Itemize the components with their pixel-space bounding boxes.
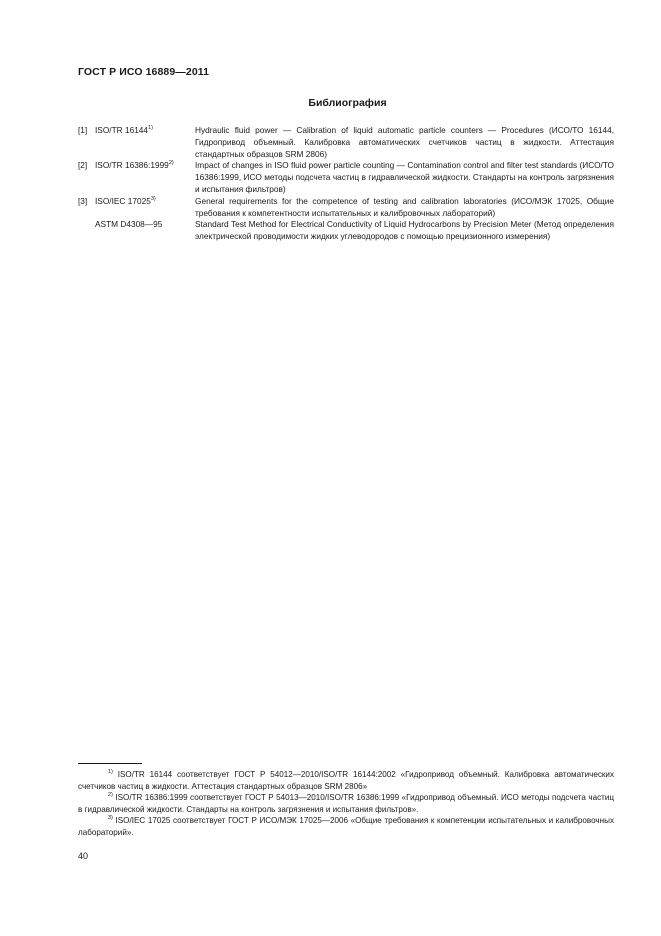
- entry-reference: [95, 125, 153, 137]
- section-title: Библиография: [308, 97, 387, 109]
- entry-reference: [95, 160, 174, 172]
- entry-reference: [95, 196, 156, 208]
- footnote: [78, 792, 614, 815]
- bibliography-entry: [78, 125, 614, 160]
- entry-number: [1]: [78, 125, 88, 135]
- entry-reference: [95, 219, 162, 231]
- entry-description: Standard Test Method for Electrical Conductivity of Liquid Hydrocarbons by Precision Meter (Метод определения электрической проводимости жидких углеводородов с помощью прецизионного измерения): [195, 219, 614, 242]
- document-header: ГОСТ Р ИСО 16889—2011: [78, 66, 210, 78]
- reference-code: ISO/TR 16386:1999: [95, 160, 169, 171]
- entry-number: [2]: [78, 160, 88, 171]
- footnotes: [78, 769, 614, 839]
- footnote-mark: 2): [168, 160, 174, 167]
- footnote-text: ISO/IEC 17025 соответствует ГОСТ Р ИСО/МЭК 17025—2006 «Общие требования к компетенции испытательных и калибровочных лабораторий».: [78, 816, 614, 837]
- bibliography-entry: [78, 219, 614, 243]
- page-number: 40: [78, 851, 89, 861]
- bibliography-list: [78, 125, 614, 243]
- footnote-text: ISO/TR 16386:1999 соответствует ГОСТ Р 54013—2010/ISO/TR 16386:1999 «Гидропривод объемный. ИСО методы подсчета частиц в гидравлической жидкости. Стандарты на контроль загрязнения и испытания фильтров».: [78, 793, 615, 814]
- bibliography-entry: [78, 160, 614, 195]
- entry-number: [3]: [78, 195, 88, 206]
- footnote-text: ISO/TR 16144 соответствует ГОСТ Р 54012—2010/ISO/TR 16144:2002 «Гидропривод объемный. Калибровка автоматических счетчиков частиц в жидкости. Аттестация стандартных образцов SRM 2806»: [78, 770, 615, 791]
- footnote-divider: [78, 763, 142, 764]
- bibliography-entry: [78, 196, 614, 220]
- footnote-mark: 1): [148, 125, 153, 131]
- reference-code: ISO/TR 16144: [95, 125, 149, 135]
- entry-description: Impact of changes in ISO fluid power particle counting — Contamination control and filter test standards (ИСО/ТО 16386:1999, ИСО методы подсчета частиц в гидравлической жидкости. Стандарты на контроль загрязнения и испытания фильтров): [195, 160, 614, 194]
- footnote-mark: 3): [150, 195, 156, 202]
- footnote-mark: 3): [108, 815, 113, 822]
- reference-code: ASTM D4308—95: [95, 219, 163, 230]
- footnote-mark: 1): [108, 769, 113, 775]
- reference-code: ISO/IEC 17025: [95, 195, 151, 206]
- footnote: [78, 815, 614, 838]
- footnote-mark: 2): [108, 792, 113, 799]
- footnote: [78, 769, 614, 792]
- entry-description: Hydraulic fluid power — Calibration of liquid automatic particle counters — Procedures (ИСО/ТО 16144, Гидропривод объемный. Калибровка автоматических счетчиков частиц в жидкости. Аттестация стандартных образцов SRM 2806): [195, 125, 614, 159]
- entry-description: General requirements for the competence of testing and calibration laboratories (ИСО/МЭК 17025, Общие требования к компетентности испытательных и калибровочных лабораторий): [195, 195, 614, 218]
